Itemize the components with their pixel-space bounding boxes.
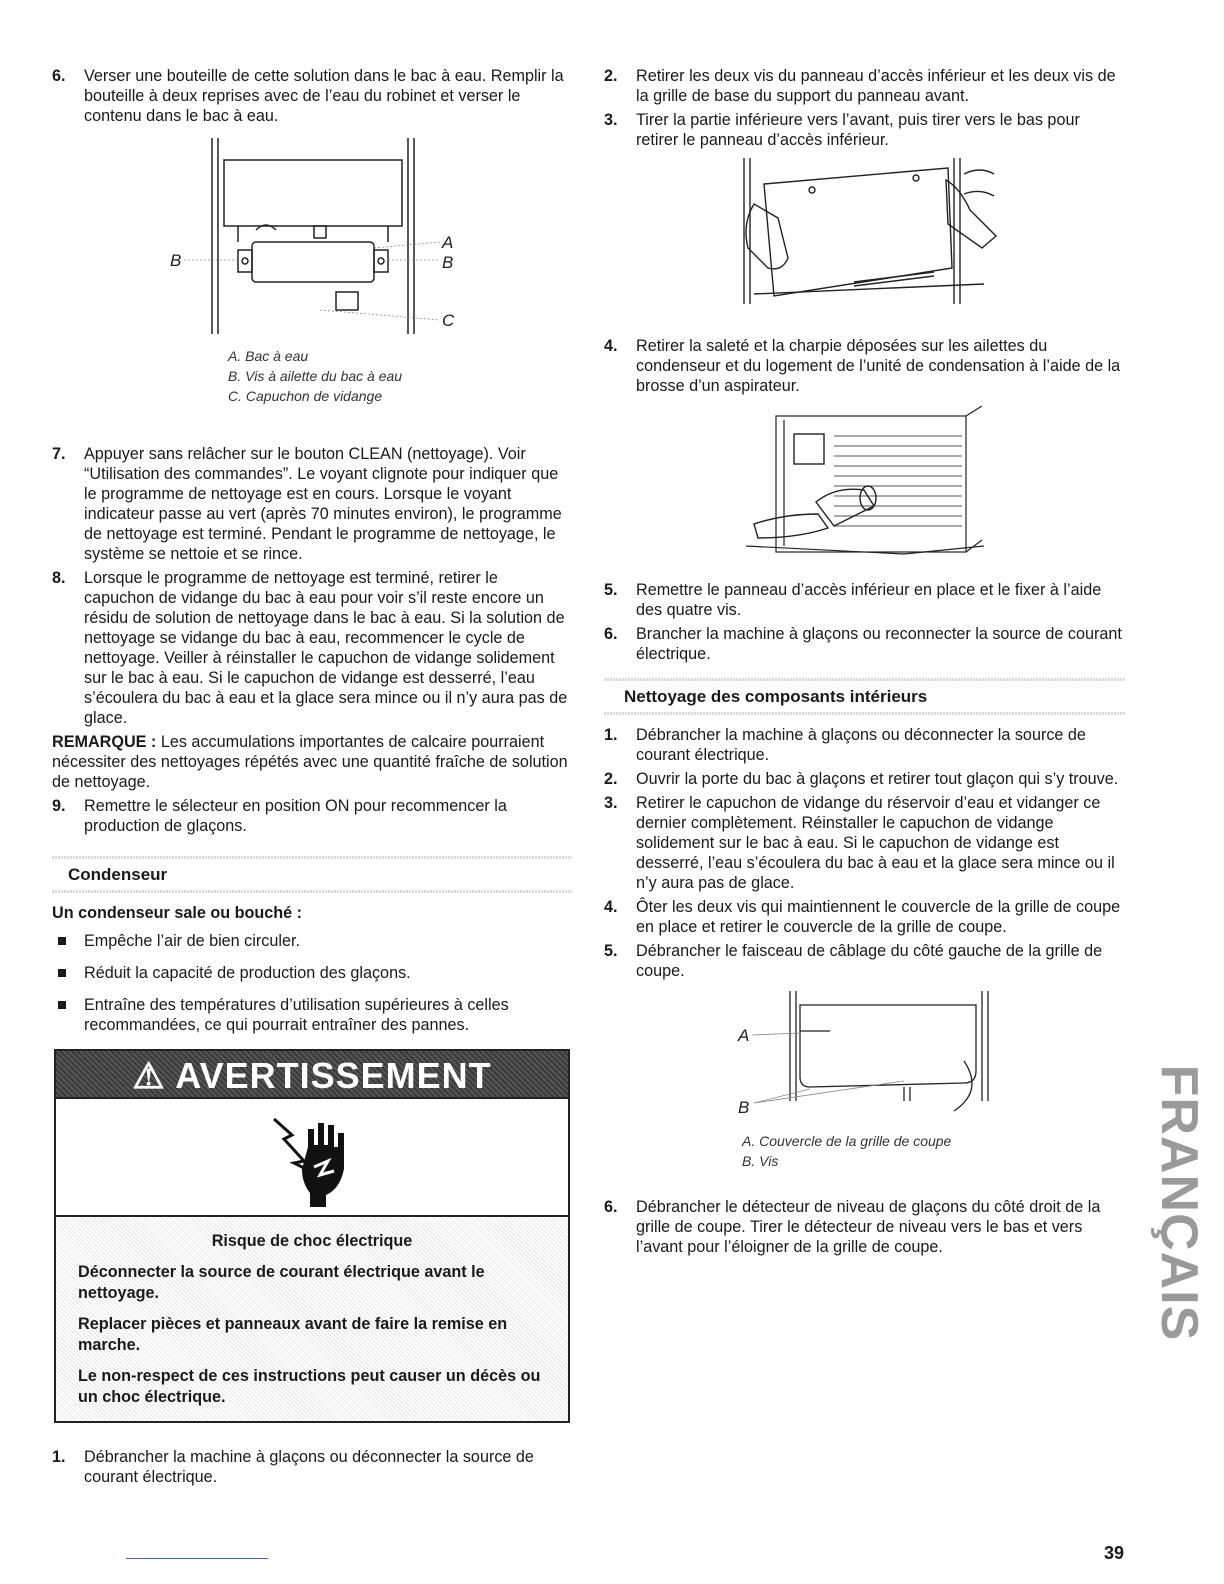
step-text: Retirer la saleté et la charpie déposées sur les ailettes du condenseur et du logement de l’unité de condensation à l’aide de la brosse d’un aspirateur.: [636, 337, 1121, 395]
remark-label: REMARQUE :: [52, 733, 157, 751]
warning-box: [54, 1049, 570, 1423]
step-text: Ôter les deux vis qui maintiennent le couvercle de la grille de coupe en place et retirer le couvercle de la grille de coupe.: [636, 898, 1121, 936]
footer-rule: [126, 1558, 268, 1559]
language-label: FRANÇAIS: [1150, 1064, 1208, 1342]
interior-step-2: [604, 769, 1126, 789]
left-bottom-step: [52, 1447, 572, 1491]
step-8: [52, 568, 572, 728]
label-a: A: [738, 1026, 750, 1045]
figure-caption: [742, 1131, 951, 1171]
step-number: 3.: [604, 794, 618, 812]
step-7: [52, 444, 572, 564]
step-number: 1.: [604, 726, 618, 744]
step-3: [604, 110, 1126, 150]
step-number: 9.: [52, 797, 66, 815]
condenser-cleaning-illustration: [604, 406, 1126, 566]
label-b-left: B: [170, 251, 182, 270]
interior-step-4: [604, 897, 1126, 937]
interior-step-3: [604, 793, 1126, 893]
step-9: [52, 796, 572, 836]
step-text: Débrancher la machine à glaçons ou déconnecter la source de courant électrique.: [636, 726, 1086, 764]
step-number: 5.: [604, 942, 618, 960]
water-bin-illustration: [52, 138, 572, 358]
step-2: [604, 66, 1126, 106]
step-text: Retirer les deux vis du panneau d’accès inférieur et les deux vis de la grille de base du support du panneau avant.: [636, 67, 1116, 105]
warning-triangle-icon: ⚠: [132, 1055, 166, 1096]
bullet-item: Réduit la capacité de production des glaçons.: [52, 963, 572, 983]
caption-line: C. Capuchon de vidange: [228, 388, 383, 404]
step-number: 6.: [52, 67, 66, 85]
condenser-heading: Condenseur: [68, 865, 168, 884]
caption-line: B. Vis: [742, 1153, 779, 1169]
interior-step-6: [604, 1197, 1126, 1257]
electric-shock-icon: [270, 1109, 360, 1209]
interior-step-1: [604, 725, 1126, 765]
interior-heading: Nettoyage des composants intérieurs: [624, 687, 928, 706]
step-6: [52, 66, 572, 126]
step-4: [604, 336, 1126, 396]
step-text: Débrancher le détecteur de niveau de glaçons du côté droit de la grille de coupe. Tirer le détecteur de niveau vers le bas et vers l’avant pour l’éloigner de la grille de coupe.: [636, 1198, 1101, 1256]
cutter-grid-illustration: [604, 991, 1126, 1131]
access-panel-illustration: [604, 154, 1126, 330]
step-number: 4.: [604, 898, 618, 916]
step-number: 6.: [604, 625, 618, 643]
step-number: 4.: [604, 337, 618, 355]
label-c: C: [442, 311, 455, 330]
remark: [52, 732, 572, 792]
step-text: Appuyer sans relâcher sur le bouton CLEAN (nettoyage). Voir “Utilisation des commandes”. Le voyant clignote pour indiquer que le programme de nettoyage est en cours. Lorsque le voyant indicateur passe au vert (après 70 minutes environ), le programme de nettoyage est terminé. Pendant le programme de nettoyage, le système se nettoie et se rince.: [84, 445, 562, 563]
warning-body: [56, 1215, 568, 1421]
step-text: Ouvrir la porte du bac à glaçons et retirer tout glaçon qui s’y trouve.: [636, 770, 1119, 788]
step-text: Tirer la partie inférieure vers l’avant, puis tirer vers le bas pour retirer le panneau d’accès inférieur.: [636, 111, 1080, 149]
step-5: [604, 580, 1126, 620]
warning-line: Replacer pièces et panneaux avant de faire la remise en marche.: [78, 1315, 508, 1354]
step-number: 1.: [52, 1448, 66, 1466]
page-number: 39: [1103, 1543, 1124, 1563]
step-number: 7.: [52, 445, 66, 463]
label-b-right: B: [442, 253, 454, 272]
step-text: Verser une bouteille de cette solution dans le bac à eau. Remplir la bouteille à deux reprises avec de l’eau du robinet et verser le contenu dans le bac à eau.: [84, 67, 564, 125]
warning-line: Le non-respect de ces instructions peut causer un décès ou un choc électrique.: [78, 1367, 541, 1406]
label-b: B: [738, 1098, 750, 1117]
step-text: Brancher la machine à glaçons ou reconnecter la source de courant électrique.: [636, 625, 1122, 663]
water-bin-figure: [52, 130, 572, 410]
warning-line: Déconnecter la source de courant électrique avant le nettoyage.: [78, 1263, 485, 1302]
step-text: Retirer le capuchon de vidange du réservoir d’eau et vidanger ce dernier complètement. Réinstaller le capuchon de vidange solidement sur le bac à eau. Si le capuchon de vidange est desserré, l’eau s’écoulera du bac à eau et la glace sera mince ou il n’y aura pas de glace.: [636, 794, 1115, 892]
bullet-item: Entraîne des températures d’utilisation supérieures à celles recommandées, ce qui pourrait entraîner des pannes.: [52, 995, 572, 1035]
warning-risk: Risque de choc électrique: [211, 1232, 413, 1250]
step-text: Débrancher la machine à glaçons ou déconnecter la source de courant électrique.: [84, 1448, 534, 1486]
step-number: 6.: [604, 1198, 618, 1216]
language-side-tab: [1146, 1058, 1218, 1348]
bullet-item: Empêche l’air de bien circuler.: [52, 931, 572, 951]
step-text: Lorsque le programme de nettoyage est terminé, retirer le capuchon de vidange du bac à eau pour voir s’il reste encore un résidu de solution de nettoyage dans le bac à eau. Si la solution de nettoyage se vidange du bac à eau, recommencer le cycle de nettoyage. Veiller à réinstaller le capuchon de vidange solidement sur le bac à eau. Si le capuchon de vidange est desserré, l’eau s’écoulera du bac à eau et la glace sera mince ou il n’y aura pas de glace.: [84, 569, 568, 727]
figure-caption: [228, 346, 402, 406]
step-number: 5.: [604, 581, 618, 599]
condenser-subheading: Un condenseur sale ou bouché :: [52, 904, 303, 922]
step-1: [52, 1447, 572, 1487]
cutter-grid-figure: [604, 985, 1126, 1183]
step-number: 8.: [52, 569, 66, 587]
step-text: Remettre le sélecteur en position ON pour recommencer la production de glaçons.: [84, 797, 507, 835]
label-a: A: [442, 233, 454, 252]
step-number: 3.: [604, 111, 618, 129]
step-6-right: [604, 624, 1126, 664]
caption-line: A. Bac à eau: [228, 348, 309, 364]
remark-text: Les accumulations importantes de calcaire pourraient nécessiter des nettoyages répétés avec une quantité fraîche de solution de nettoyage.: [52, 733, 568, 791]
interior-step-5: [604, 941, 1126, 981]
right-column: [604, 66, 1126, 1261]
step-text: Débrancher le faisceau de câblage du côté gauche de la grille de coupe.: [636, 942, 1103, 980]
step-number: 2.: [604, 67, 618, 85]
caption-line: A. Couvercle de la grille de coupe: [742, 1133, 952, 1149]
step-number: 2.: [604, 770, 618, 788]
warning-title: AVERTISSEMENT: [175, 1055, 492, 1096]
step-text: Remettre le panneau d’accès inférieur en place et le fixer à l’aide des quatre vis.: [636, 581, 1102, 619]
left-column: [52, 66, 572, 1043]
caption-line: B. Vis à ailette du bac à eau: [228, 368, 403, 384]
warning-header: [56, 1051, 568, 1099]
